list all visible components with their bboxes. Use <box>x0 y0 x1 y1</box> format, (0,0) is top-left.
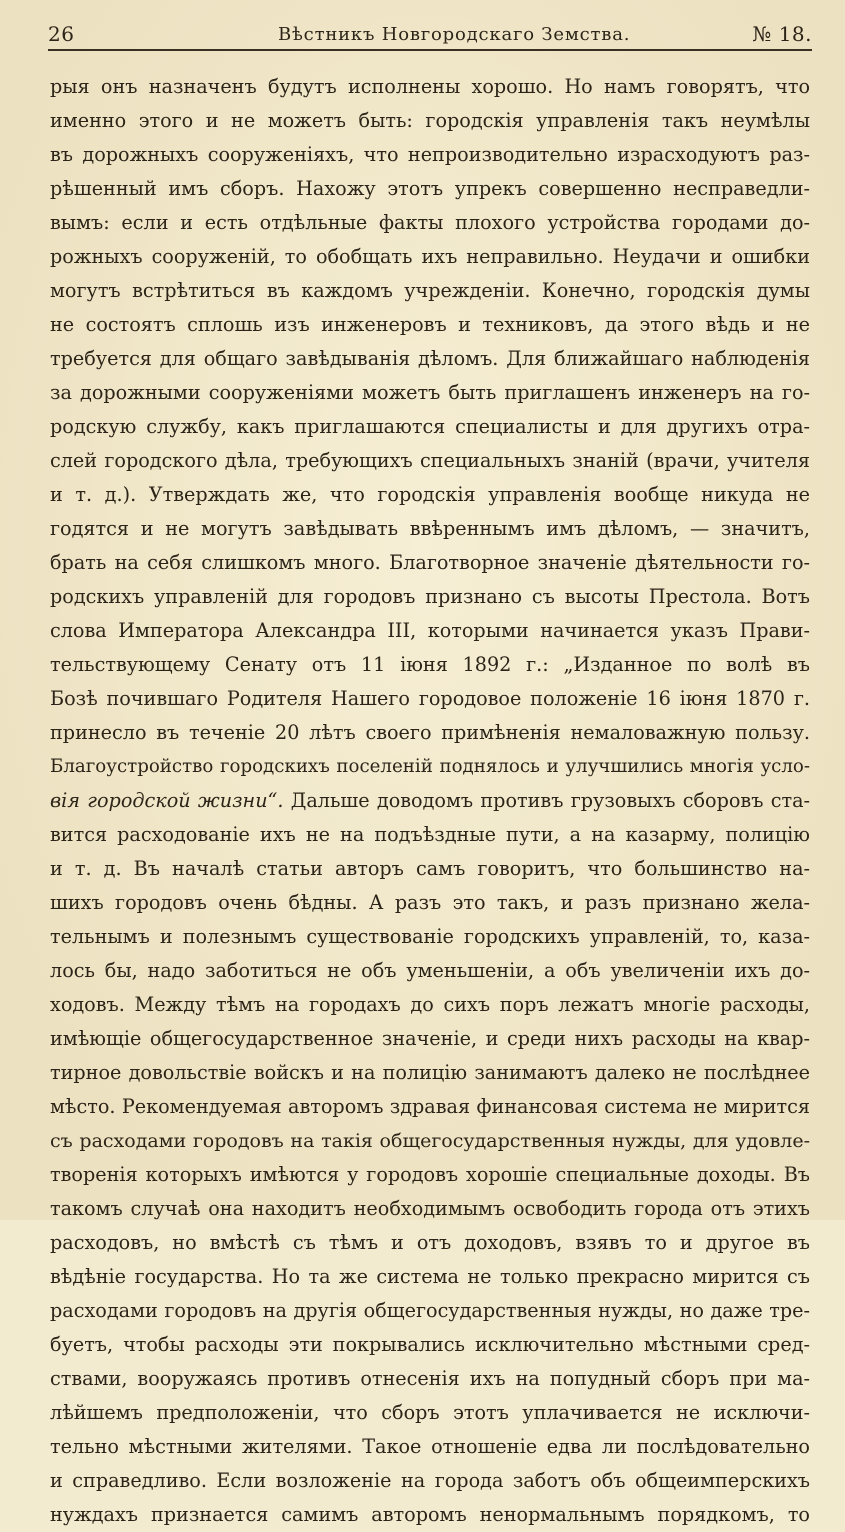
text-line: буетъ, чтобы расходы эти покрывались исключительно мѣстными сред- <box>50 1333 810 1356</box>
text-line: брать на себя слишкомъ много. Благотворное значеніе дѣятельности го- <box>50 551 810 574</box>
text-line: шихъ городовъ очень бѣдны. А разъ это такъ, и разъ признано жела- <box>50 891 810 914</box>
text-line: требуется для общаго завѣдыванія дѣломъ. Для ближайшаго наблюденія <box>50 347 810 370</box>
text-line: тельнымъ и полезнымъ существованіе городскихъ управленій, то, каза- <box>50 925 810 948</box>
text-line: и т. д.). Утверждать же, что городскія управленія вообще никуда не <box>50 483 810 506</box>
text-line: не состоятъ сплошь изъ инженеровъ и техниковъ, да этого вѣдь и не <box>50 313 810 336</box>
text-continuation: Дальше доводомъ противъ грузовыхъ сборовъ ста- <box>283 789 810 812</box>
header-rule <box>48 49 812 51</box>
text-line: рыя онъ назначенъ будутъ исполнены хорошо. Но намъ говорятъ, что <box>50 75 810 98</box>
text-line: родскихъ управленій для городовъ признано съ высоты Престола. Вотъ <box>50 585 810 608</box>
text-line: нуждахъ признается самимъ авторомъ ненормальнымъ порядкомъ, то <box>50 1503 810 1526</box>
text-line: вится расходованіе ихъ не на подъѣздные пути, а на казарму, полицію <box>50 823 810 846</box>
text-line: вѣдѣніе государства. Но та же система не только прекрасно мирится съ <box>50 1265 810 1288</box>
text-line: родскую службу, какъ приглашаются специалисты и для другихъ отра- <box>50 415 810 438</box>
text-line: съ расходами городовъ на такія общегосударственныя нужды, для удовле- <box>50 1130 810 1152</box>
text-line: за дорожными сооруженіями можетъ быть приглашенъ инженеръ на го- <box>50 381 810 404</box>
text-line: такомъ случаѣ она находитъ необходимымъ освободить города отъ этихъ <box>50 1197 810 1220</box>
text-line: тельно мѣстными жителями. Такое отношеніе едва ли послѣдовательно <box>50 1435 810 1458</box>
text-line: ходовъ. Между тѣмъ на городахъ до сихъ поръ лежатъ многіе расходы, <box>50 993 810 1016</box>
text-line: слей городского дѣла, требующихъ специальныхъ знаній (врачи, учителя <box>50 449 810 472</box>
italic-quote-line: принесло въ теченіе 20 лѣтъ своего примѣненія немаловажную пользу. <box>50 721 810 744</box>
text-line: именно этого и не можетъ быть: городскія управленія такъ неумѣлы <box>50 109 810 132</box>
issue-number: № 18. <box>752 22 812 46</box>
text-line: слова Императора Александра III, которыми начинается указъ Прави- <box>50 619 810 642</box>
article-body <box>50 70 810 1532</box>
text-line: могутъ встрѣтиться въ каждомъ учрежденіи. Конечно, городскія думы <box>50 279 810 302</box>
text-line: мѣсто. Рекомендуемая авторомъ здравая финансовая система не мирится <box>50 1095 810 1118</box>
text-line: расходовъ, но вмѣстѣ съ тѣмъ и отъ доходовъ, взявъ то и другое въ <box>50 1231 810 1254</box>
text-line: тельствующему Сенату отъ 11 іюня 1892 г.: „Изданное по волѣ въ <box>50 653 810 676</box>
text-line: лось бы, надо заботиться не объ уменьшеніи, а объ увеличеніи ихъ до- <box>50 959 810 982</box>
text-line: Бозѣ почившаго Родителя Нашего городовое положеніе 16 іюня 1870 г. <box>50 687 810 710</box>
text-line: и т. д. Въ началѣ статьи авторъ самъ говоритъ, что большинство на- <box>50 857 810 880</box>
text-line: тирное довольствіе войскъ и на полицію занимаютъ далеко не послѣднее <box>50 1061 810 1084</box>
mixed-text-line <box>50 784 810 818</box>
text-line: въ дорожныхъ сооруженіяхъ, что непроизводительно израсходуютъ раз- <box>50 143 810 166</box>
text-line: рѣшенный имъ сборъ. Нахожу этотъ упрекъ совершенно несправедли- <box>50 177 810 200</box>
text-line: и справедливо. Если возложеніе на города заботъ объ общеимперскихъ <box>50 1469 810 1492</box>
text-line: имѣющіе общегосударственное значеніе, и среди нихъ расходы на квар- <box>50 1027 810 1050</box>
italic-quote-end: вія городской жизни“. <box>50 789 284 812</box>
page-number: 26 <box>48 22 75 46</box>
text-line: творенія которыхъ имѣются у городовъ хорошіе специальные доходы. Въ <box>50 1163 810 1186</box>
text-line: годятся и не могутъ завѣдывать ввѣреннымъ имъ дѣломъ, — значитъ, <box>50 517 810 540</box>
italic-quote-line: Благоустройство городскихъ поселеній поднялось и улучшились многія усло- <box>50 756 810 777</box>
text-line: ствами, вооружаясь противъ отнесенія ихъ на попудный сборъ при ма- <box>50 1367 810 1390</box>
text-line: расходами городовъ на другія общегосударственныя нужды, но даже тре- <box>50 1299 810 1322</box>
journal-title: Вѣстникъ Новгородскаго Земства. <box>278 24 631 45</box>
running-header <box>48 20 812 48</box>
text-line: рожныхъ сооруженій, то обобщать ихъ неправильно. Неудачи и ошибки <box>50 245 810 268</box>
text-line: вымъ: если и есть отдѣльные факты плохого устройства городами до- <box>50 211 810 234</box>
text-line: лѣйшемъ предположеніи, что сборъ этотъ уплачивается не исключи- <box>50 1401 810 1424</box>
